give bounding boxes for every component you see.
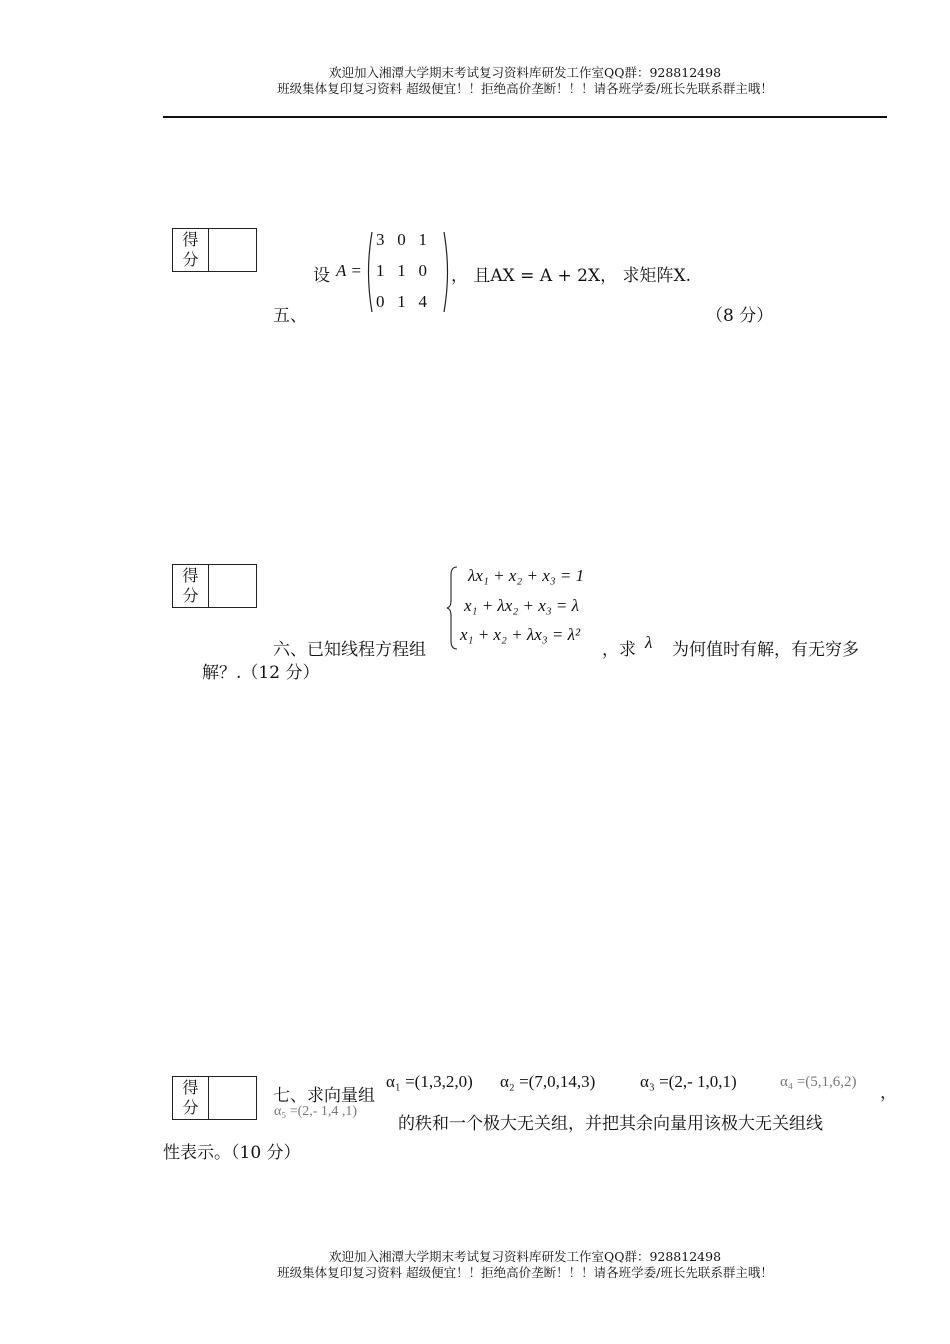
q6-ask: ，求 (602, 640, 636, 660)
score-label-2: 分 (182, 1098, 199, 1117)
q6-line-2: 解？.（12 分） (202, 663, 320, 683)
score-label-1: 得 (182, 1078, 199, 1097)
q6-eq-1: λx₁ + x₂ + x₃ = 1 (468, 566, 585, 585)
score-label-1: 得 (182, 566, 199, 585)
q5-condition: ， 且AX = A + 2X， 求矩阵X. (451, 266, 691, 286)
q6-intro: 六、已知线程方程组 (273, 640, 426, 660)
matrix-row-2: 1 1 0 (376, 261, 427, 280)
q7-line-3: 性表示。（10 分） (163, 1143, 301, 1163)
footer-line-1: 欢迎加入湘潭大学期末考试复习资料库研发工作室QQ群：928812498 (328, 1249, 722, 1264)
score-label-1: 得 (182, 230, 199, 249)
score-cell[interactable] (209, 565, 256, 607)
q5-points: （8 分） (706, 306, 774, 326)
q7-intro: 七、求向量组 (273, 1086, 375, 1106)
q7-comma: ， (880, 1083, 897, 1103)
score-cell[interactable] (209, 229, 256, 271)
q6-lambda: λ (645, 633, 653, 652)
q5-number: 五、 (273, 306, 307, 326)
q6-ask-2: 为何值时有解，有无穷多 (672, 640, 859, 660)
score-box-q6 (172, 564, 257, 608)
q7-alpha-1: α₁ =(1,3,2,0) (386, 1072, 473, 1091)
q7-alpha-5: α₅ =(2,- 1,4 ,1) (274, 1104, 358, 1119)
q6-system-brace (446, 565, 460, 651)
footer-line-2: 班级集体复印复习资料 超级便宜！！拒绝高价垄断！！！请各班学委/班长先联系群主哦！ (277, 1265, 773, 1280)
q7-alpha-4: α₄ =(5,1,6,2) (780, 1074, 857, 1090)
q6-eq-2: x₁ + λx₂ + x₃ = λ (464, 596, 580, 615)
q5-pre: 设 (313, 266, 330, 286)
header-line-1: 欢迎加入湘潭大学期末考试复习资料库研发工作室QQ群：928812498 (328, 65, 722, 80)
header-rule (163, 116, 887, 118)
matrix-row-3: 0 1 4 (376, 292, 427, 311)
score-box-q5 (172, 228, 257, 272)
page-header (0, 65, 950, 97)
q6-eq-3: x₁ + x₂ + λx₃ = λ² (460, 625, 581, 644)
score-box-q7 (172, 1076, 257, 1120)
score-label-2: 分 (182, 250, 199, 269)
matrix-row-1: 3 0 1 (376, 230, 427, 249)
page-footer (0, 1249, 950, 1281)
q7-alpha-2: α₂ =(7,0,14,3) (500, 1072, 596, 1091)
q7-rest: 的秩和一个极大无关组，并把其余向量用该极大无关组线 (398, 1114, 823, 1134)
score-label-2: 分 (182, 586, 199, 605)
q5-a-eq: A = (336, 261, 362, 280)
q7-alpha-3: α₃ =(2,- 1,0,1) (640, 1072, 737, 1091)
score-cell[interactable] (209, 1077, 256, 1119)
header-line-2: 班级集体复印复习资料 超级便宜！！拒绝高价垄断！！！请各班学委/班长先联系群主哦！ (277, 81, 773, 96)
